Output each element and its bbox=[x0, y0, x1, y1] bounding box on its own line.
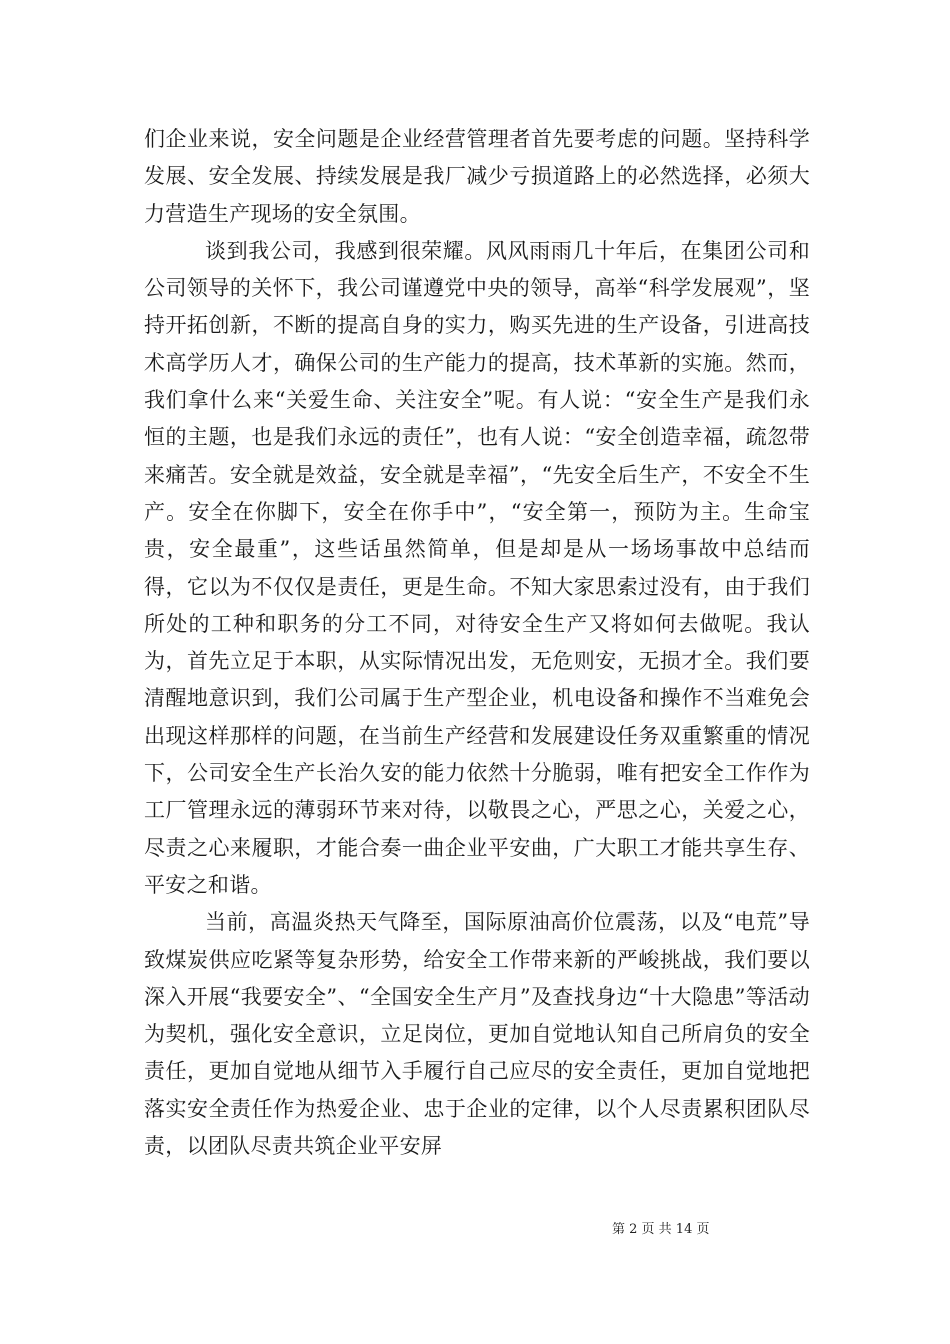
paragraph-3: 当前，高温炎热天气降至，国际原油高价位震荡，以及“电荒”导致煤炭供应吃紧等复杂形势，给安全工作带来新的严峻挑战，我们要以深入开展“我要安全”、“全国安全生产月”及查找身边“十大隐患”等活动为契机，强化安全意识，立足岗位，更加自觉地认知自己所肩负的安全责任，更加自觉地从细节入手履行自己应尽的安全责任，更加自觉地把落实安全责任作为热爱企业、忠于企业的定律，以个人尽责累积团队尽责，以团队尽责共筑企业平安屏 bbox=[144, 910, 810, 1159]
page-number-footer: 第 2 页 共 14 页 bbox=[612, 1222, 710, 1237]
paragraph-2: 谈到我公司，我感到很荣耀。风风雨雨几十年后，在集团公司和公司领导的关怀下，我公司谨遵党中央的领导，高举“科学发展观”，坚持开拓创新，不断的提高自身的实力，购买先进的生产设备，引进高技术高学历人才，确保公司的生产能力的提高，技术革新的实施。然而，我们拿什么来“关爱生命、关注安全”呢。有人说：“安全生产是我们永恒的主题，也是我们永远的责任”，也有人说：“安全创造幸福，疏忽带来痛苦。安全就是效益，安全就是幸福”，“先安全后生产，不安全不生产。安全在你脚下，安全在你手中”，“安全第一，预防为主。生命宝贵，安全最重”，这些话虽然简单，但是却是从一场场事故中总结而得，它以为不仅仅是责任，更是生命。不知大家思索过没有，由于我们所处的工种和职务的分工不同，对待安全生产又将如何去做呢。我认为，首先立足于本职，从实际情况出发，无危则安，无损才全。我们要清醒地意识到，我们公司属于生产型企业，机电设备和操作不当难免会出现这样那样的问题，在当前生产经营和发展建设任务双重繁重的情况下，公司安全生产长治久安的能力依然十分脆弱，唯有把安全工作作为工厂管理永远的薄弱环节来对待，以敬畏之心，严思之心，关爱之心，尽责之心来履职，才能合奏一曲企业平安曲，广大职工才能共享生存、平安之和谐。 bbox=[144, 238, 810, 897]
body-text bbox=[144, 121, 810, 1165]
paragraph-1: 们企业来说，安全问题是企业经营管理者首先要考虑的问题。坚持科学发展、安全发展、持续发展是我厂减少亏损道路上的必然选择，必须大力营造生产现场的安全氛围。 bbox=[144, 127, 810, 226]
